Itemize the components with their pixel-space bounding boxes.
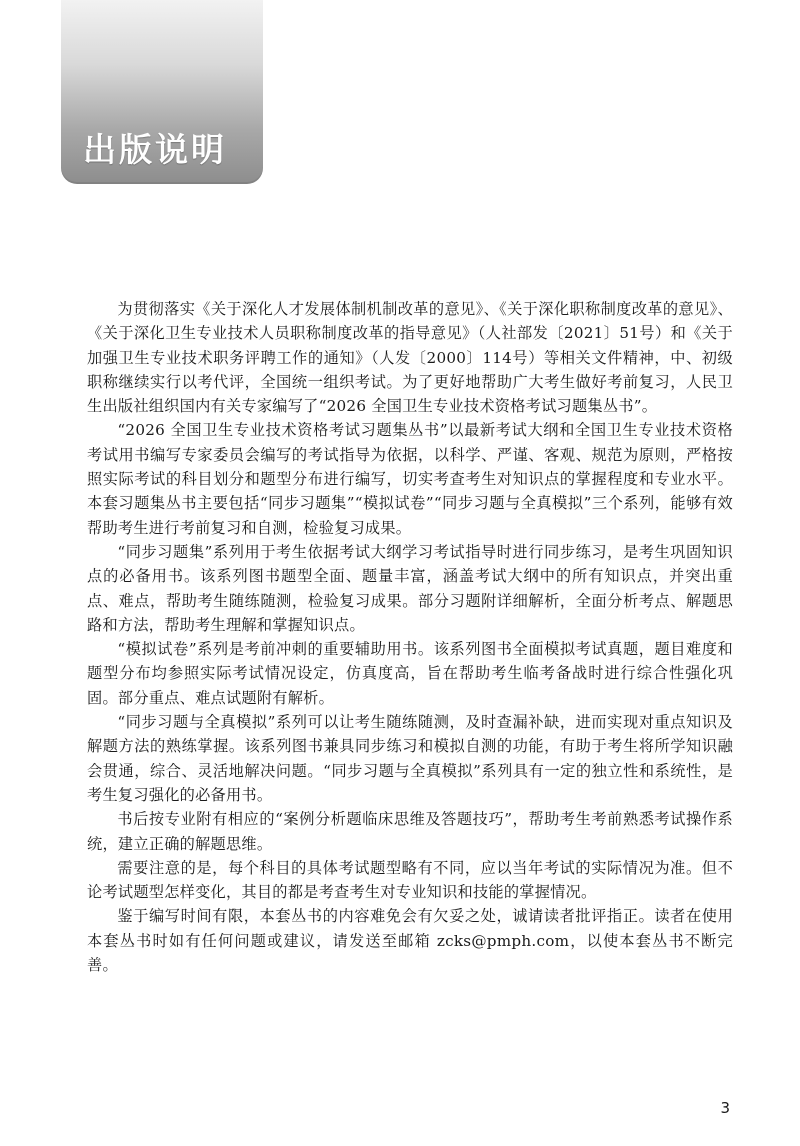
paragraph-sync-exercises: “同步习题集”系列用于考生依据考试大纲学习考试指导时进行同步练习，是考生巩固知识点的必备用书。该系列图书题型全面、题量丰富，涵盖考试大纲中的所有知识点，并突出重点、难点，帮助考生随练随测，检验复习成果。部分习题附详细解析，全面分析考点、解题思路和方法，帮助考生理解和掌握知识点。: [87, 542, 733, 634]
body-text: [87, 297, 733, 977]
paragraph-feedback: 鉴于编写时间有限，本套丛书的内容难免会有欠妥之处，诚请读者批评指正。读者在使用本套丛书时如有任何问题或建议，请发送至邮箱 zcks@pmph.com，以使本套丛书不断完善。: [87, 907, 733, 975]
paragraph-sync-and-mock: “同步习题与全真模拟”系列可以让考生随练随测，及时查漏补缺，进而实现对重点知识及解题方法的熟练掌握。该系列图书兼具同步练习和模拟自测的功能，有助于考生将所学知识融会贯通，综合、灵活地解决问题。“同步习题与全真模拟”系列具有一定的独立性和系统性，是考生复习强化的必备用书。: [87, 713, 733, 804]
paragraph-intro: 为贯彻落实《关于深化人才发展体制机制改革的意见》、《关于深化职称制度改革的意见》、《关于深化卫生专业技术人员职称制度改革的指导意见》（人社部发〔2021〕51号）和《关于加强卫生专业技术职务评聘工作的通知》（人发〔2000〕114号）等相关文件精神，中、初级职称继续实行以考代评，全国统一组织考试。为了更好地帮助广大考生做好考前复习，人民卫生出版社组织国内有关专家编写了“2026 全国卫生专业技术资格考试习题集丛书”。: [87, 300, 733, 416]
paragraph-notice: 需要注意的是，每个科目的具体考试题型略有不同，应以当年考试的实际情况为准。但不论考试题型怎样变化，其目的都是考查考生对专业知识和技能的掌握情况。: [87, 858, 733, 902]
paragraph-series-overview: “2026 全国卫生专业技术资格考试习题集丛书”以最新考试大纲和全国卫生专业技术资格考试用书编写专家委员会编写的考试指导为依据，以科学、严谨、客观、规范为原则，严格按照实际考试的科目划分和题型分布进行编写，切实考查考生对知识点的掌握程度和专业水平。本套习题集丛书主要包括“同步习题集”“模拟试卷”“同步习题与全真模拟”三个系列，能够有效帮助考生进行考前复习和自测，检验复习成果。: [87, 421, 733, 537]
paragraph-mock-papers: “模拟试卷”系列是考前冲刺的重要辅助用书。该系列图书全面模拟考试真题，题目难度和题型分布均参照实际考试情况设定，仿真度高，旨在帮助考生临考备战时进行综合性强化巩固。部分重点、难点试题附有解析。: [87, 640, 733, 707]
header-tab: [61, 0, 263, 184]
paragraph-case-analysis: 书后按专业附有相应的“案例分析题临床思维及答题技巧”，帮助考生考前熟悉考试操作系统，建立正确的解题思维。: [87, 810, 733, 853]
page-number: 3: [720, 1099, 730, 1117]
page-title: 出版说明: [83, 130, 227, 169]
